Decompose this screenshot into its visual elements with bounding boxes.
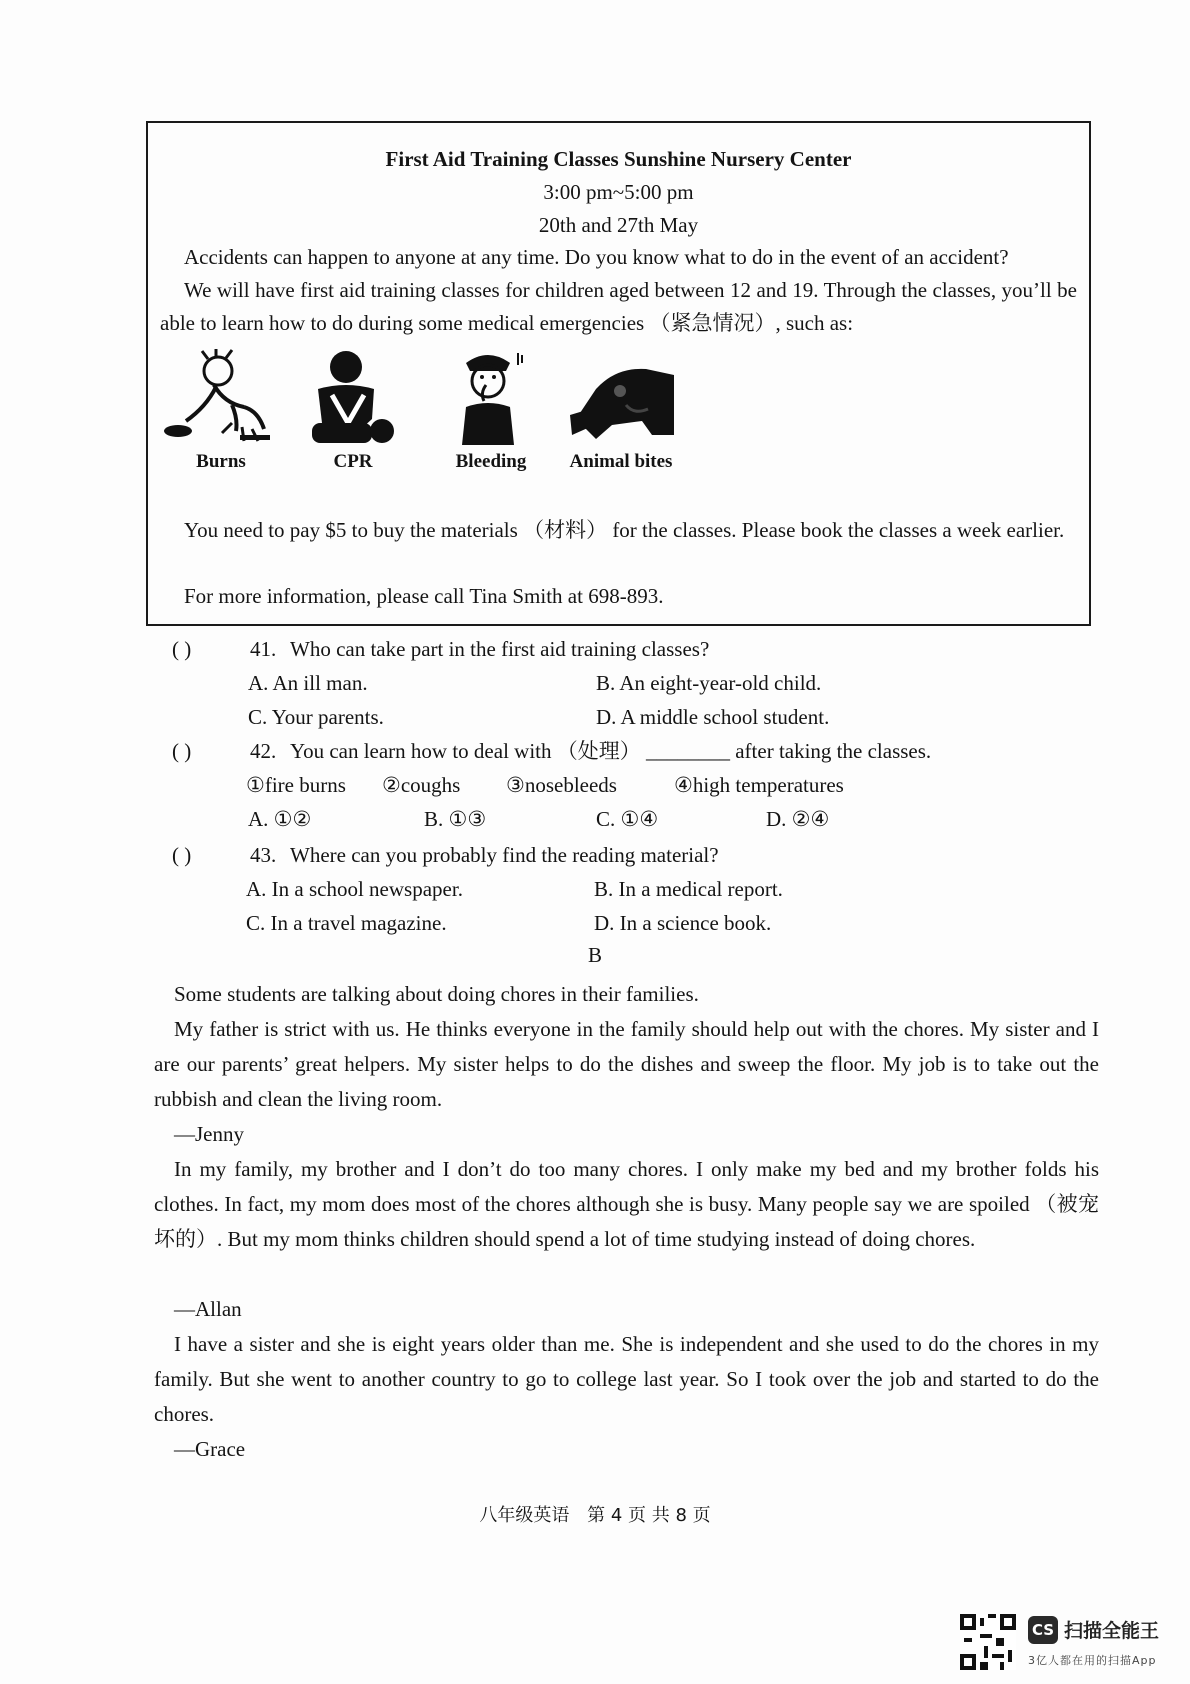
jenny-signature: —Jenny xyxy=(174,1122,244,1146)
section-intro: Some students are talking about doing chores in their families. xyxy=(174,982,699,1006)
notice-paragraph-1: Accidents can happen to anyone at any time. Do you know what to do in the event of an accident? xyxy=(184,245,1009,269)
picture-bleeding xyxy=(426,349,556,489)
question-text: Where can you probably find the reading material? xyxy=(290,843,719,867)
notice-paragraph-3: You need to pay $5 to buy the materials （材料） for the classes. Please book the classes a week earlier. xyxy=(184,518,1065,542)
watermark-tagline: 3亿人都在用的扫描App xyxy=(1028,1654,1157,1667)
camscanner-logo-icon: CS xyxy=(1028,1616,1058,1644)
qr-code-icon xyxy=(960,1614,1016,1670)
notice-paragraph-4: For more information, please call Tina Smith at 698-893. xyxy=(184,584,664,608)
choice-item-3: ③nosebleeds xyxy=(506,773,617,797)
answer-blank[interactable]: ( ) xyxy=(172,739,192,763)
option-c: C. In a travel magazine. xyxy=(246,911,447,935)
choice-item-2: ②coughs xyxy=(382,773,461,797)
grace-paragraph: I have a sister and she is eight years older than me. She is independent and she used to do the chores in my family. But she went to another country to go to college last year. So I took over the job and started to do the chores. xyxy=(154,1332,1099,1426)
option-c: C. Your parents. xyxy=(248,705,384,729)
option-d: D. A middle school student. xyxy=(596,705,830,729)
page-footer xyxy=(0,1501,1190,1527)
footer-page-number: 第 4 页 共 8 页 xyxy=(587,1505,711,1526)
cpr-icon xyxy=(288,349,418,449)
answer-blank[interactable]: ( ) xyxy=(172,637,192,661)
option-d: D. In a science book. xyxy=(594,911,772,935)
option-b: B. An eight-year-old child. xyxy=(596,671,822,695)
notice-title: First Aid Training Classes Sunshine Nursery Center xyxy=(385,147,852,171)
option-a: A. In a school newspaper. xyxy=(246,877,463,901)
watermark-app-name: 扫描全能王 xyxy=(1064,1620,1160,1642)
picture-burns xyxy=(156,349,286,489)
emergency-pictures xyxy=(148,349,1089,489)
question-number: 41. xyxy=(250,637,277,661)
nosebleed-icon xyxy=(426,349,556,449)
option-d: D. ②④ xyxy=(766,807,830,831)
choice-item-1: ①fire burns xyxy=(246,773,346,797)
question-text: Who can take part in the first aid training classes? xyxy=(290,637,710,661)
option-c: C. ①④ xyxy=(596,807,659,831)
burn-victim-icon xyxy=(156,349,286,449)
question-number: 43. xyxy=(250,843,277,867)
option-b: B. ①③ xyxy=(424,807,487,831)
picture-animal-bites xyxy=(556,349,686,489)
allan-paragraph: In my family, my brother and I don’t do too many chores. I only make my bed and my brother folds his clothes. In fact, my mom does most of the chores although she is busy. Many people say we are spoiled （被宠坏的）. But my mom thinks children should spend a lot of time studying instead of doing chores. xyxy=(154,1157,1099,1251)
notice-paragraph-2: We will have first aid training classes for children aged between 12 and 19. Through the classes, you’ll be able to learn how to do during some medical emergencies （紧急情况）, such as: xyxy=(160,278,1077,335)
option-b: B. In a medical report. xyxy=(594,877,783,901)
picture-cpr xyxy=(288,349,418,489)
notice-date: 20th and 27th May xyxy=(538,213,699,237)
picture-caption: Animal bites xyxy=(569,451,673,472)
footer-subject: 八年级英语 xyxy=(479,1505,570,1526)
grace-signature: —Grace xyxy=(174,1437,246,1461)
picture-caption: Burns xyxy=(196,451,246,472)
question-number: 42. xyxy=(250,739,277,763)
notice-time: 3:00 pm~5:00 pm xyxy=(543,180,694,204)
question-text: You can learn how to deal with （处理） ________ after taking the classes. xyxy=(290,739,932,763)
scanner-watermark xyxy=(960,1614,1170,1674)
option-a: A. An ill man. xyxy=(248,671,368,695)
notice-box xyxy=(146,121,1091,626)
picture-caption: CPR xyxy=(333,451,373,472)
jenny-paragraph: My father is strict with us. He thinks everyone in the family should help out with the chores. My sister and I are our parents’ great helpers. My sister helps to do the dishes and sweep the floor. My job is to take out the rubbish and clean the living room. xyxy=(154,1017,1099,1111)
answer-blank[interactable]: ( ) xyxy=(172,843,192,867)
allan-signature: —Allan xyxy=(174,1297,242,1321)
choice-item-4: ④high temperatures xyxy=(674,773,844,797)
section-heading: B xyxy=(587,943,602,967)
option-a: A. ①② xyxy=(248,807,312,831)
animal-bite-icon xyxy=(556,349,686,449)
picture-caption: Bleeding xyxy=(455,451,527,472)
